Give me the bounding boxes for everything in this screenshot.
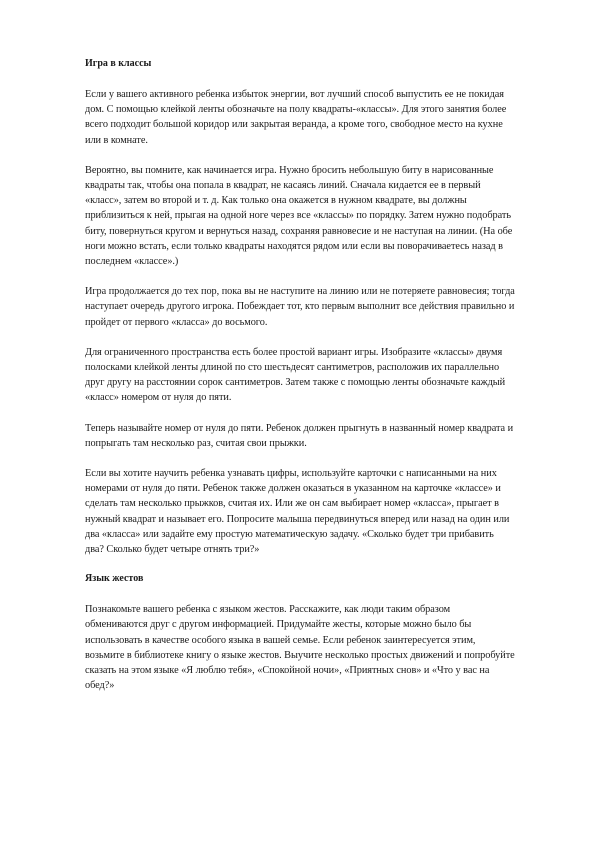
paragraph: Для ограниченного пространства есть более простой вариант игры. Изобразите «классы» двумя полосками клейкой ленты длиной по сто шестьдесят сантиметров, расположив их параллельно друг другу на расстоянии сорок сантиметров. Затем также с помощью ленты обозначьте каждый «класс» номером от нуля до пяти. xyxy=(85,346,506,404)
spacer xyxy=(85,586,515,602)
spacer xyxy=(85,451,515,466)
paragraph: Теперь называйте номер от нуля до пяти. Ребенок должен прыгнуть в названный номер квадрата и попрыгать там несколько раз, считая свои прыжки. xyxy=(85,422,514,449)
spacer xyxy=(85,330,515,345)
paragraph: Вероятно, вы помните, как начинается игра. Нужно бросить небольшую биту в нарисованные квадраты так, чтобы она попала в квадрат, не касаясь линий. Сначала кидается ее в первый «класс», затем во второй и т. д. Как только она окажется в нужном квадрате, вы должны приблизиться к ней, прыгая на одной ноге через все «классы» по порядку. Затем нужно подобрать биту, повернуться кругом и вернуться назад, сохраняя равновесие и не наступая на линии. (На обе ноги можно встать, если только квадраты находятся рядом или если вы поворачиваетесь назад в последнем «классе».) xyxy=(85,164,513,268)
spacer xyxy=(85,269,515,284)
spacer xyxy=(85,406,515,421)
spacer xyxy=(85,148,515,163)
section-heading-hopscotch: Игра в классы xyxy=(85,58,152,69)
spacer xyxy=(85,557,515,572)
section-heading-sign-language: Язык жестов xyxy=(85,573,144,585)
paragraph: Познакомьте вашего ребенка с языком жестов. Расскажите, как люди таким образом обмениваются друг с другом информацией. Придумайте жесты, которые можно было бы использовать в качестве особого языка в вашей семье. Если ребенок заинтересуется этим, возьмите в библиотеке книгу о языке жестов. Выучите несколько простых движений и попробуйте сказать на этом языке «Я люблю тебя», «Спокойной ночи», «Приятных снов» и «Что у вас на обед?» xyxy=(85,604,515,692)
paragraph: Если вы хотите научить ребенка узнавать цифры, используйте карточки с написанными на них номерами от нуля до пяти. Ребенок также должен оказаться в указанном на карточке «классе» и сделать там несколько прыжков, считая их. Или же он сам выбирает номер «класса», прыгает в нужный квадрат и называет его. Попросите малыша передвинуться вперед или назад на один или два «класса» или задайте ему простую математическую задачу. «Сколько будет три прибавить два? Сколько будет четыре отнять три?» xyxy=(85,468,510,556)
paragraph: Если у вашего активного ребенка избыток энергии, вот лучший способ выпустить ее не покидая дом. С помощью клейкой ленты обозначьте на полу квадраты-«классы». Для этого занятия более всего подходит большой коридор или закрытая веранда, а кроме того, свободное место на кухне или в комнате. xyxy=(85,89,507,146)
paragraph: Игра продолжается до тех пор, пока вы не наступите на линию или не потеряете равновесия; тогда наступает очередь другого игрока. Побеждает тот, кто первым выполнит все действия правильно и пройдет от первого «класса» до восьмого. xyxy=(85,286,515,328)
spacer xyxy=(85,71,515,87)
